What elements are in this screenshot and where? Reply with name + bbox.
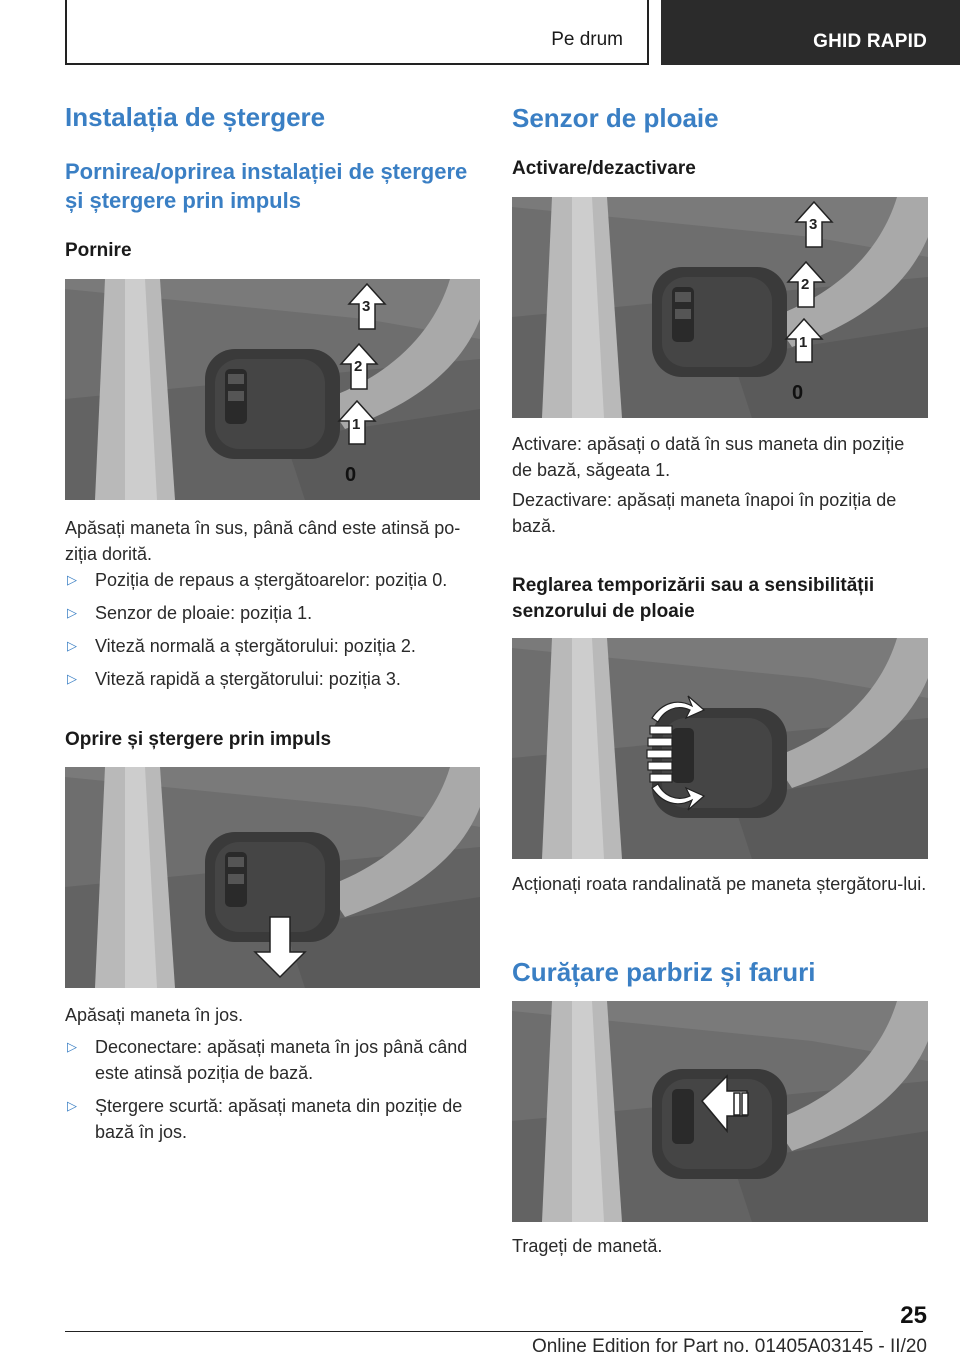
figure-rain-sensor-activation bbox=[512, 197, 928, 418]
fig1-label-2: 2 bbox=[354, 358, 363, 375]
fig1-label-0: 0 bbox=[345, 464, 357, 486]
section-title-wipers: Instalația de ștergere bbox=[65, 102, 326, 132]
bullet-triangle-icon: ▷ bbox=[67, 1098, 77, 1113]
cleaning-text: Trageți de manetă. bbox=[512, 1236, 663, 1256]
fig1-label-3: 3 bbox=[362, 298, 371, 315]
bullet-triangle-icon: ▷ bbox=[67, 572, 77, 587]
fig3-label-3: 3 bbox=[809, 216, 818, 233]
section-title-cleaning: Curățare parbriz și faruri bbox=[512, 957, 816, 987]
oprire-bullet-1: ▷ Deconectare: apăsați maneta în jos până când este atinsă poziția de bază. bbox=[65, 1034, 480, 1086]
section-title-rain-sensor: Senzor de ploaie bbox=[512, 103, 719, 133]
oprire-instruction: Apăsați maneta în jos. bbox=[65, 1005, 244, 1025]
oprire-bullet-2: ▷ Ștergere scurtă: apăsați maneta din poziție de bază în jos. bbox=[65, 1093, 480, 1145]
heading-reglare: Reglarea temporizării sau a sensibilității senzorului de ploaie bbox=[512, 575, 875, 622]
pornire-bullet-3: ▷ Viteză normală a ștergătorului: poziția 2. bbox=[65, 633, 480, 659]
dezactivare-text: Dezactivare: apăsați maneta înapoi în poziția de bază. bbox=[512, 490, 897, 536]
header-chapter-label: GHID RAPID bbox=[813, 31, 927, 52]
pornire-bullet-4: ▷ Viteză rapidă a ștergătorului: poziția 3. bbox=[65, 666, 480, 692]
heading-activare: Activare/dezactivare bbox=[512, 158, 696, 179]
pornire-bullet-1: ▷ Poziția de repaus a ștergătoarelor: poziția 0. bbox=[65, 567, 480, 593]
bullet-triangle-icon: ▷ bbox=[67, 638, 77, 653]
figure-lever-down bbox=[65, 767, 480, 988]
figure-knurled-wheel bbox=[512, 638, 928, 859]
bullet-triangle-icon: ▷ bbox=[67, 1039, 77, 1054]
fig1-label-1: 1 bbox=[352, 416, 361, 433]
heading-oprire: Oprire și ștergere prin impuls bbox=[65, 729, 332, 750]
bullet-triangle-icon: ▷ bbox=[67, 671, 77, 686]
header-section-label: Pe drum bbox=[551, 29, 623, 50]
fig3-label-1: 1 bbox=[799, 334, 808, 351]
footer-edition-text: Online Edition for Part no. 01405A03145 - II/20 bbox=[531, 1336, 927, 1357]
header-chapter-tab bbox=[661, 0, 960, 65]
footer-divider bbox=[65, 1331, 863, 1332]
page-number: 25 bbox=[900, 1302, 927, 1329]
figure-pull-lever bbox=[512, 1001, 928, 1222]
activare-text: Activare: apăsați o dată în sus maneta din poziție de bază, săgeata 1. bbox=[512, 434, 905, 480]
reglare-text: Acționați roata randalinată pe maneta ștergătoru-lui. bbox=[512, 874, 927, 894]
figure-lever-up-positions bbox=[65, 279, 480, 500]
fig3-label-2: 2 bbox=[801, 276, 810, 293]
fig3-label-0: 0 bbox=[792, 382, 804, 404]
subtitle-wiper-on-off: Pornirea/oprirea instalației de ștergere și ștergere prin impuls bbox=[65, 159, 468, 213]
bullet-triangle-icon: ▷ bbox=[67, 605, 77, 620]
pornire-instruction: Apăsați maneta în sus, până când este atinsă po-ziția dorită. bbox=[65, 518, 461, 564]
heading-pornire: Pornire bbox=[65, 240, 132, 261]
header-section-box bbox=[65, 0, 649, 65]
pornire-bullet-2: ▷ Senzor de ploaie: poziția 1. bbox=[65, 600, 480, 626]
